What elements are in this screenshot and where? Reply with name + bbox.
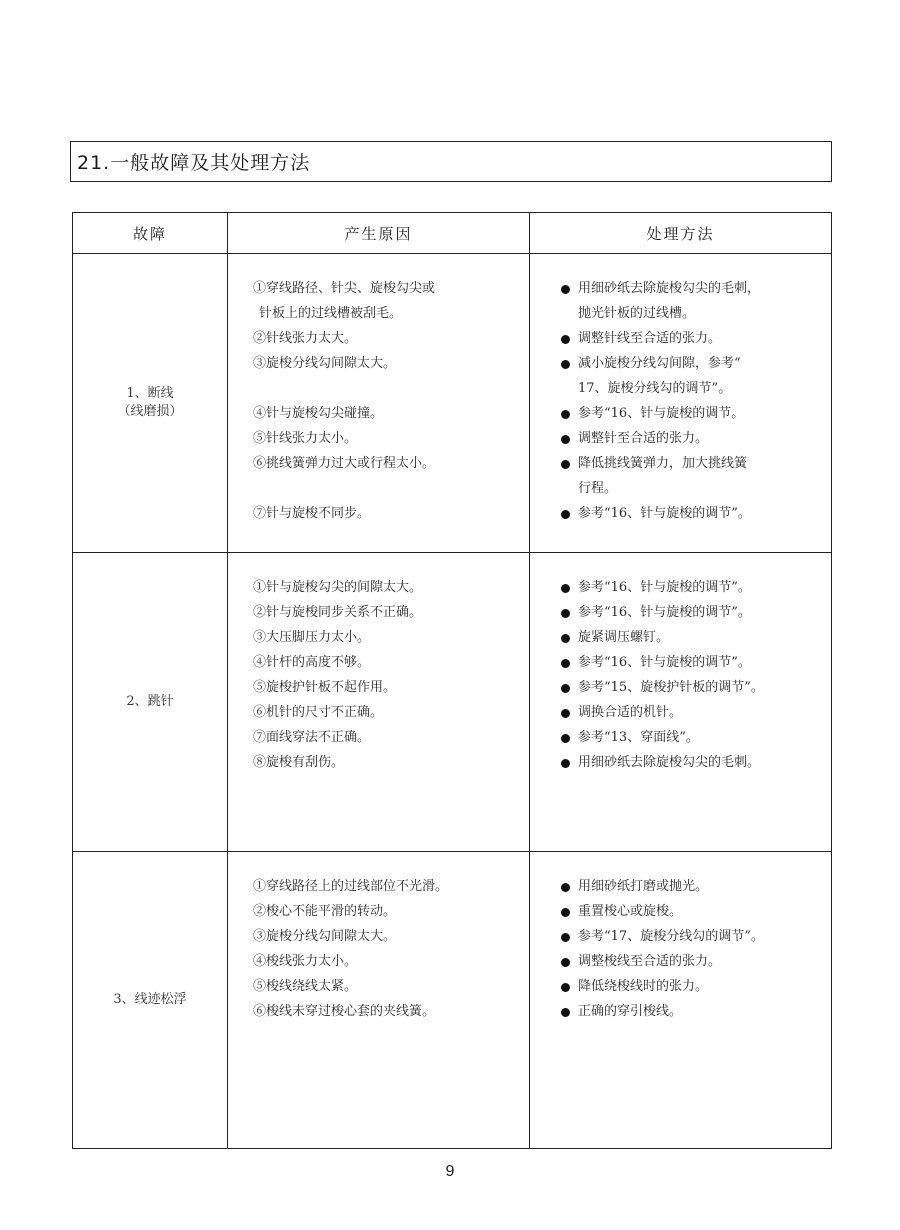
bullet-icon [561,410,570,419]
cause-item: ①针与旋梭勾尖的间隙太大。 [253,580,423,595]
cause-item: ⑦面线穿法不正确。 [253,730,371,745]
bullet-icon [561,983,570,992]
method-item: 减小旋梭分线勾间隙，参考“ [561,351,831,376]
fault-name-cell [73,254,228,553]
cause-item: ④针杆的高度不够。 [253,655,371,670]
cause-cell [228,254,530,553]
bullet-icon [561,734,570,743]
bullet-icon [561,335,570,344]
cause-spacer [253,476,529,501]
table-row [73,852,832,1149]
cause-spacer [253,376,529,401]
method-list [530,553,831,775]
method-cell [530,852,832,1149]
bullet-icon [561,634,570,643]
cause-item: ⑥机针的尺寸不正确。 [253,705,384,720]
cause-item: ③旋梭分线勾间隙太大。 [253,356,397,371]
method-item: 参考“16、针与旋梭的调节”。 [561,575,831,600]
cause-cell [228,553,530,852]
bullet-icon [561,285,570,294]
fault-name-cell [73,852,228,1149]
table-header-row [73,213,832,254]
fault-name-cell [73,553,228,852]
fault-name: 2、跳针 [126,694,174,709]
method-item: 用细砂纸打磨或抛光。 [561,874,831,899]
header-cause: 产生原因 [228,213,530,254]
table-row [73,553,832,852]
cause-item: ⑥挑线簧弹力过大或行程太小。 [253,456,436,471]
cause-list [228,553,529,775]
bullet-icon [561,360,570,369]
cause-cell [228,852,530,1149]
section-title: 21.一般故障及其处理方法 [70,141,832,182]
bullet-icon [561,709,570,718]
method-item: 降低绕梭线时的张力。 [561,974,831,999]
bullet-icon [561,933,570,942]
method-item: 参考“16、针与旋梭的调节”。 [561,501,831,526]
bullet-icon [561,460,570,469]
method-item: 调整针至合适的张力。 [561,426,831,451]
cause-item: ⑧旋梭有刮伤。 [253,755,345,770]
cause-item: ⑥梭线未穿过梭心套的夹线簧。 [253,1004,436,1019]
method-item-continued: 行程。 [578,481,618,496]
cause-item: ⑦针与旋梭不同步。 [253,506,371,521]
method-cell [530,254,832,553]
cause-item: ⑤针线张力太小。 [253,431,358,446]
cause-list [228,852,529,1024]
method-cell [530,553,832,852]
method-item: 参考“16、针与旋梭的调节”。 [561,650,831,675]
bullet-icon [561,584,570,593]
cause-item: ⑤旋梭护针板不起作用。 [253,680,397,695]
method-item: 正确的穿引梭线。 [561,999,831,1024]
method-item: 旋紧调压螺钉。 [561,625,831,650]
fault-table [72,212,832,1149]
cause-item: 针板上的过线槽被刮毛。 [259,306,403,321]
fault-subtitle: （线磨损） [117,404,183,419]
method-item: 调整梭线至合适的张力。 [561,949,831,974]
bullet-icon [561,1008,570,1017]
fault-name: 1、断线 [126,386,174,401]
method-item-continued: 抛光针板的过线槽。 [578,306,696,321]
bullet-icon [561,883,570,892]
cause-item: ②针与旋梭同步关系不正确。 [253,605,423,620]
fault-name: 3、线迹松浮 [113,992,187,1007]
method-item: 参考“15、旋梭护针板的调节”。 [561,675,831,700]
method-item: 重置梭心或旋梭。 [561,899,831,924]
bullet-icon [561,684,570,693]
bullet-icon [561,759,570,768]
bullet-icon [561,908,570,917]
method-item: 调换合适的机针。 [561,700,831,725]
method-item: 调整针线至合适的张力。 [561,326,831,351]
method-item: 用细砂纸去除旋梭勾尖的毛刺， [561,276,831,301]
method-item: 参考“17、旋梭分线勾的调节”。 [561,924,831,949]
method-item: 用细砂纸去除旋梭勾尖的毛刺。 [561,750,831,775]
method-list [530,852,831,1024]
cause-item: ③旋梭分线勾间隙太大。 [253,929,397,944]
table-row [73,254,832,553]
method-list [530,254,831,526]
header-method: 处理方法 [530,213,832,254]
cause-item: ⑤梭线绕线太紧。 [253,979,358,994]
method-item: 参考“13、穿面线”。 [561,725,831,750]
bullet-icon [561,609,570,618]
method-item: 参考“16、针与旋梭的调节。 [561,401,831,426]
page-number: 9 [445,1163,455,1180]
method-item: 降低挑线簧弹力，加大挑线簧 [561,451,831,476]
cause-item: ②针线张力太大。 [253,331,358,346]
cause-item: ④针与旋梭勾尖碰撞。 [253,406,384,421]
bullet-icon [561,659,570,668]
bullet-icon [561,958,570,967]
bullet-icon [561,435,570,444]
method-item: 参考“16、针与旋梭的调节”。 [561,600,831,625]
cause-item: ③大压脚压力太小。 [253,630,371,645]
cause-item: ①穿线路径、针尖、旋梭勾尖或 [253,281,436,296]
cause-item: ①穿线路径上的过线部位不光滑。 [253,879,449,894]
cause-list [228,254,529,526]
cause-item: ②梭心不能平滑的转动。 [253,904,397,919]
method-item-continued: 17、旋梭分线勾的调节”。 [578,381,732,396]
bullet-icon [561,510,570,519]
header-fault: 故障 [73,213,228,254]
cause-item: ④梭线张力太小。 [253,954,358,969]
